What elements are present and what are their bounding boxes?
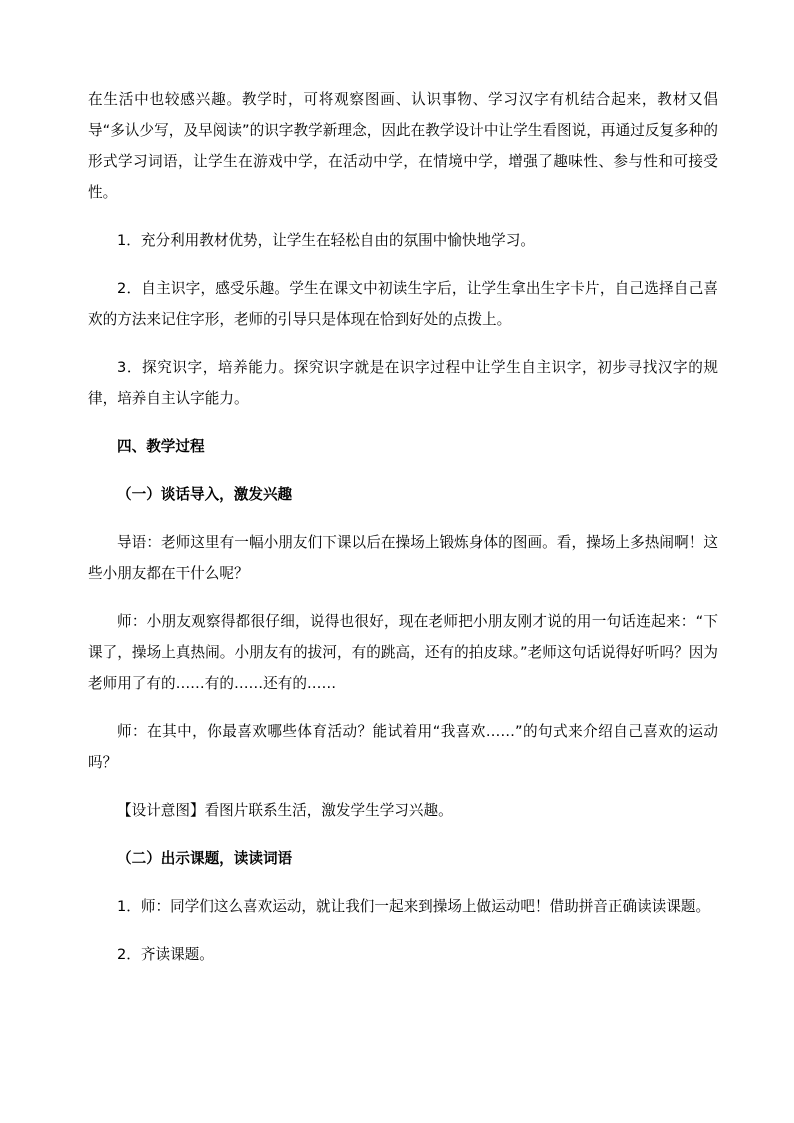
paragraph-point-1: 1．充分利用教材优势，让学生在轻松自由的氛围中愉快地学习。	[117, 232, 535, 249]
paragraph-step-2: 2．齐读课题。	[117, 946, 214, 963]
paragraph-point-2: 2．自主识字，感受乐趣。学生在课文中初读生字后，让学生拿出生字卡片，自己选择自己喜欢的方法来记住字形，老师的引导只是体现在恰到好处的点拨上。	[88, 280, 718, 328]
paragraph-lead-in: 导语：老师这里有一幅小朋友们下课以后在操场上锻炼身体的图画。看，操场上多热闹啊！这些小朋友都在干什么呢？	[88, 534, 718, 582]
document-body	[88, 84, 718, 970]
paragraph-design-intent: 【设计意图】看图片联系生活，激发学生学习兴趣。	[117, 802, 453, 819]
paragraph-teacher-2: 师：在其中，你最喜欢哪些体育活动？能试着用“我喜欢……”的句式来介绍自己喜欢的运动吗？	[88, 723, 718, 771]
paragraph-point-3: 3．探究识字，培养能力。探究识字就是在识字过程中让学生自主识字，初步寻找汉字的规律，培养自主认字能力。	[88, 359, 718, 407]
paragraph-teacher-1: 师：小朋友观察得都很仔细，说得也很好，现在老师把小朋友刚才说的用一句话连起来：“下课了，操场上真热闹。小朋友有的拔河，有的跳高，还有的拍皮球。”老师这句话说得好听吗？因为老师用了有的……有的……还有的……	[88, 613, 718, 692]
section-heading-teaching-process: 四、教学过程	[117, 438, 205, 455]
paragraph-intro-continuation: 在生活中也较感兴趣。教学时，可将观察图画、认识事物、学习汉字有机结合起来，教材又倡导“多认少写，及早阅读”的识字教学新理念，因此在教学设计中让学生看图说，再通过反复多种的形式学习词语，让学生在游戏中学，在活动中学，在情境中学，增强了趣味性、参与性和可接受性。	[88, 91, 718, 201]
paragraph-step-1: 1．师：同学们这么喜欢运动，就让我们一起来到操场上做运动吧！借助拼音正确读读课题。	[117, 898, 711, 915]
subsection-heading-1: （一）谈话导入，激发兴趣	[117, 486, 293, 503]
subsection-heading-2: （二）出示课题，读读词语	[117, 850, 293, 867]
